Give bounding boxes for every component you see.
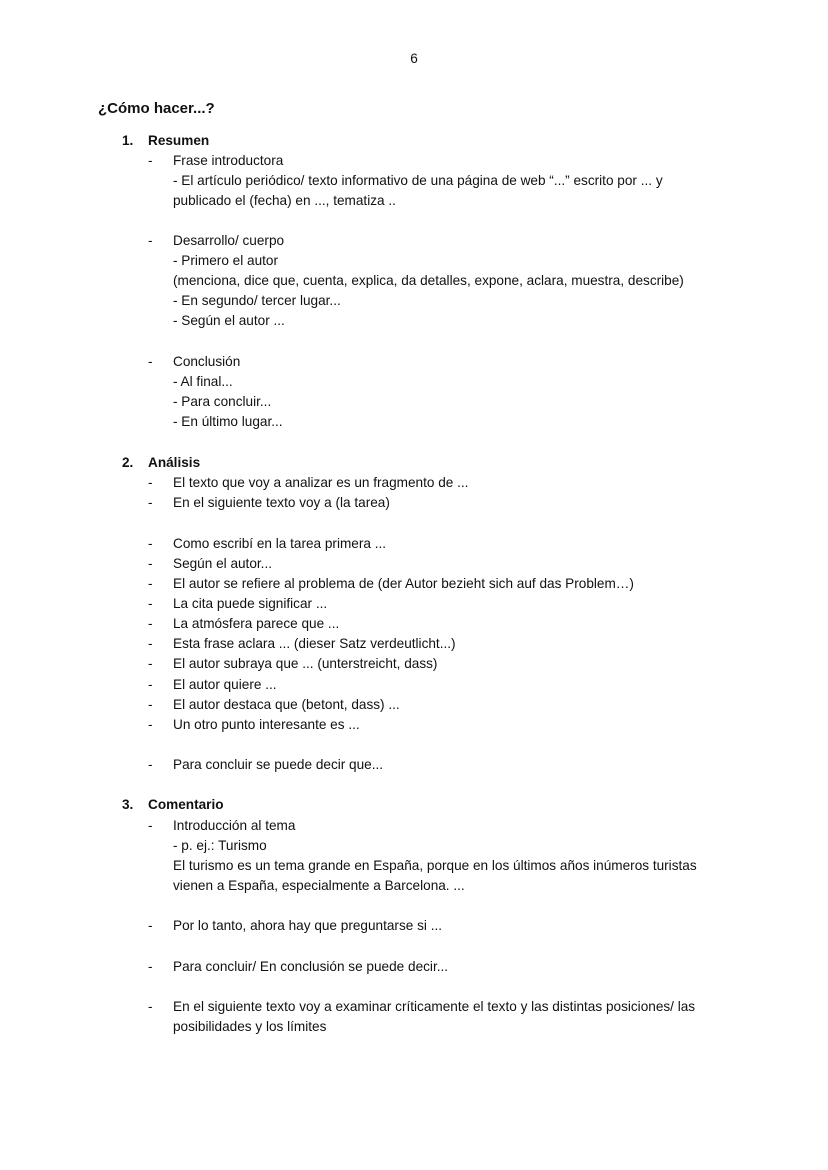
- bullet-dash: -: [148, 354, 153, 369]
- bullet-dash: -: [148, 616, 153, 631]
- section-number: 2.: [122, 455, 134, 470]
- list-item: En el siguiente texto voy a examinar críticamente el texto y las distintas posiciones/ las: [173, 999, 696, 1014]
- list-item: En el siguiente texto voy a (la tarea): [173, 495, 390, 510]
- list-item: - Para concluir...: [173, 394, 272, 409]
- list-item: El autor destaca que (betont, dass) ...: [173, 697, 400, 712]
- list-item: - Según el autor ...: [173, 313, 285, 328]
- bullet-dash: -: [148, 536, 153, 551]
- list-item: vienen a España, especialmente a Barcelona. ...: [173, 878, 465, 893]
- list-item: - En último lugar...: [173, 414, 283, 429]
- list-item: Un otro punto interesante es ...: [173, 717, 360, 732]
- bullet-dash: -: [148, 576, 153, 591]
- list-item: Desarrollo/ cuerpo: [173, 233, 285, 248]
- bullet-dash: -: [148, 757, 153, 772]
- bullet-dash: -: [148, 556, 153, 571]
- list-item: Para concluir/ En conclusión se puede decir...: [173, 959, 449, 974]
- bullet-dash: -: [148, 495, 153, 510]
- list-item: Por lo tanto, ahora hay que preguntarse si ...: [173, 918, 443, 933]
- list-item: - Primero el autor: [173, 253, 279, 268]
- bullet-dash: -: [148, 717, 153, 732]
- list-item: El autor subraya que ... (unterstreicht, dass): [173, 656, 438, 671]
- list-item: posibilidades y los límites: [173, 1019, 327, 1034]
- section-title: Resumen: [148, 133, 210, 148]
- bullet-dash: -: [148, 475, 153, 490]
- bullet-dash: -: [148, 233, 153, 248]
- list-item: La cita puede significar ...: [173, 596, 328, 611]
- list-item: Introducción al tema: [173, 818, 296, 833]
- bullet-dash: -: [148, 818, 153, 833]
- list-item: El autor quiere ...: [173, 677, 277, 692]
- list-item: - p. ej.: Turismo: [173, 838, 267, 853]
- section-title: Análisis: [148, 455, 201, 470]
- list-item: El texto que voy a analizar es un fragmento de ...: [173, 475, 469, 490]
- bullet-dash: -: [148, 636, 153, 651]
- list-item: Como escribí en la tarea primera ...: [173, 536, 387, 551]
- list-item: publicado el (fecha) en ..., tematiza ..: [173, 193, 396, 208]
- bullet-dash: -: [148, 999, 153, 1014]
- page-heading: ¿Cómo hacer...?: [98, 100, 215, 117]
- bullet-dash: -: [148, 656, 153, 671]
- page-number: 6: [410, 51, 418, 66]
- list-item: - Al final...: [173, 374, 233, 389]
- section-number: 1.: [122, 133, 134, 148]
- bullet-dash: -: [148, 677, 153, 692]
- section-title: Comentario: [148, 797, 224, 812]
- list-item: La atmósfera parece que ...: [173, 616, 340, 631]
- section-number: 3.: [122, 797, 134, 812]
- bullet-dash: -: [148, 959, 153, 974]
- list-item: El autor se refiere al problema de (der Autor bezieht sich auf das Problem…): [173, 576, 634, 591]
- bullet-dash: -: [148, 153, 153, 168]
- list-item: Para concluir se puede decir que...: [173, 757, 384, 772]
- list-item: - El artículo periódico/ texto informativo de una página de web “...” escrito por ... y: [173, 173, 663, 188]
- bullet-dash: -: [148, 918, 153, 933]
- list-item: - En segundo/ tercer lugar...: [173, 293, 341, 308]
- list-item: El turismo es un tema grande en España, porque en los últimos años inúmeros turistas: [173, 858, 697, 873]
- list-item: Frase introductora: [173, 153, 284, 168]
- bullet-dash: -: [148, 596, 153, 611]
- list-item: (menciona, dice que, cuenta, explica, da detalles, expone, aclara, muestra, describe): [173, 273, 684, 288]
- list-item: Conclusión: [173, 354, 241, 369]
- list-item: Esta frase aclara ... (dieser Satz verdeutlicht...): [173, 636, 456, 651]
- list-item: Según el autor...: [173, 556, 273, 571]
- bullet-dash: -: [148, 697, 153, 712]
